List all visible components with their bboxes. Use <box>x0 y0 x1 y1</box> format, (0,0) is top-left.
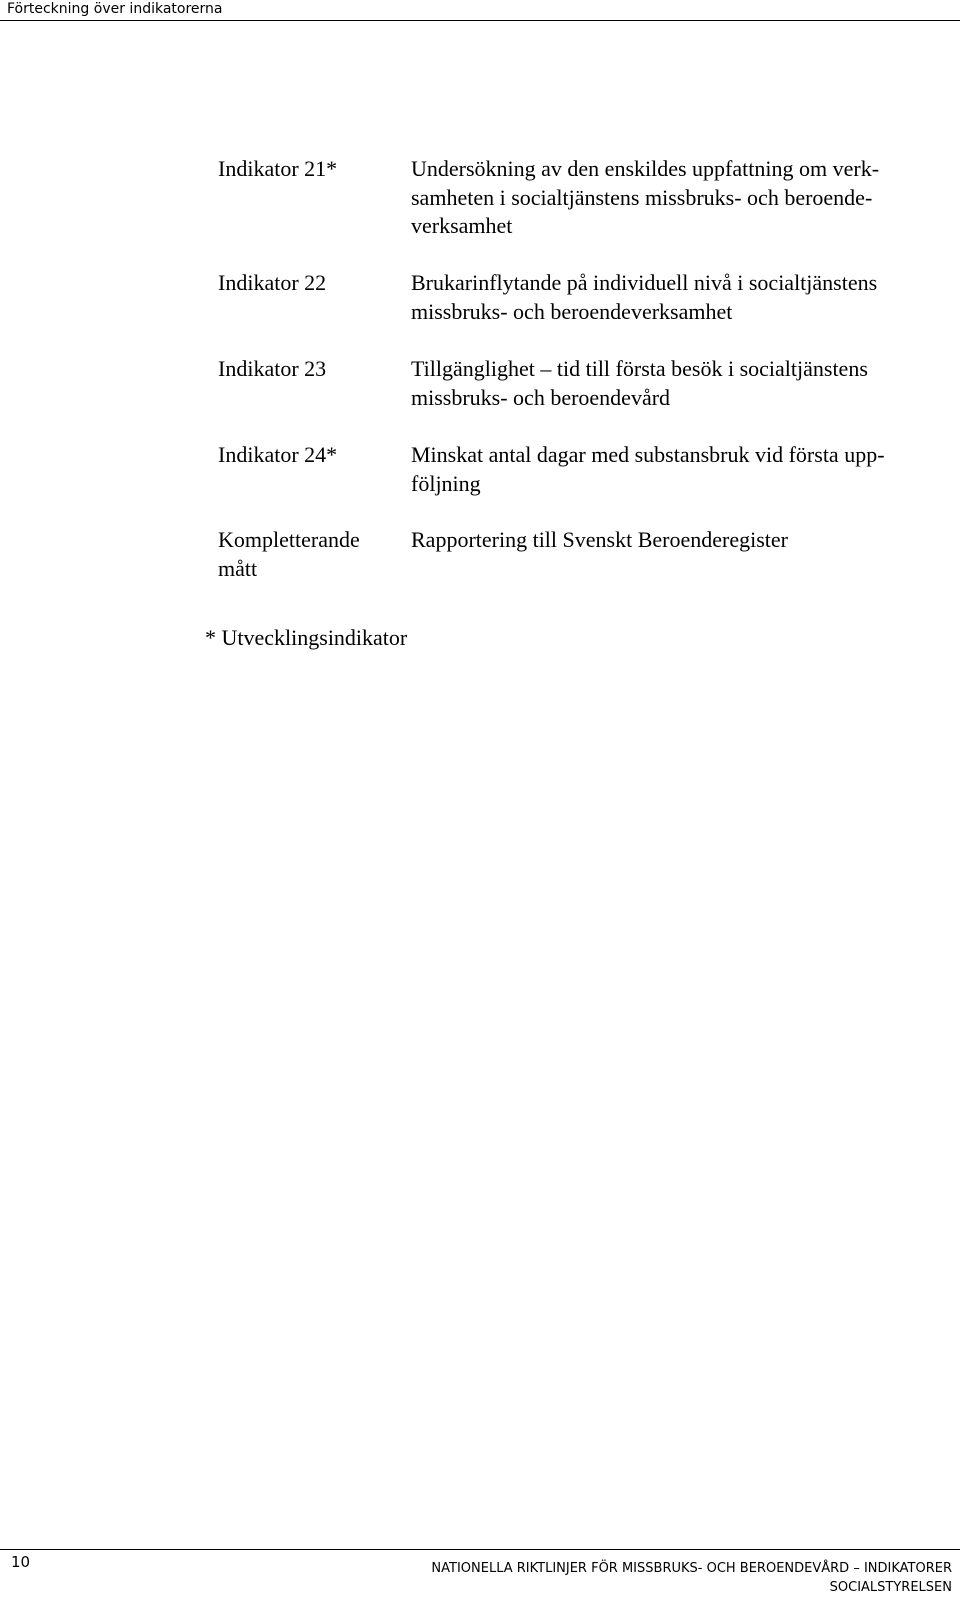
indicator-description <box>411 269 931 326</box>
label-line: Kompletterande <box>218 527 360 552</box>
description-line: Minskat antal dagar med substansbruk vid första upp- <box>411 442 885 467</box>
indicator-description <box>411 155 931 241</box>
indicator-description <box>411 441 931 498</box>
description-line: Brukarinflytande på individuell nivå i socialtjänstens <box>411 270 878 295</box>
header-rule <box>0 20 960 21</box>
indicator-label: Indikator 24* <box>218 442 338 467</box>
indicator-label: Indikator 21* <box>218 156 338 181</box>
description-line: samheten i socialtjänstens missbruks- och beroende- <box>411 184 873 210</box>
page-number: 10 <box>11 1553 31 1571</box>
description-line: verksamhet <box>411 213 513 238</box>
footnote: * Utvecklingsindikator <box>205 625 408 650</box>
footer-publisher: SOCIALSTYRELSEN <box>829 1580 952 1595</box>
description-line: missbruks- och beroendeverksamhet <box>411 298 733 324</box>
indicator-label: Indikator 23 <box>218 356 327 381</box>
description-line: Undersökning av den enskildes uppfattning om verk- <box>411 156 880 181</box>
description-line: Tillgänglighet – tid till första besök i socialtjänstens <box>411 356 868 381</box>
footer-title-line: NATIONELLA RIKTLINJER FÖR MISSBRUKS- OCH BEROENDEVÅRD – INDIKATORER <box>431 1561 952 1576</box>
indicator-description <box>411 526 931 555</box>
footer-title <box>431 1559 952 1597</box>
running-header-title: Förteckning över indikatorerna <box>7 1 223 17</box>
description-line: Rapportering till Svenskt Beroenderegister <box>411 527 788 552</box>
label-line: mått <box>218 555 258 581</box>
description-line: följning <box>411 470 481 496</box>
description-line: missbruks- och beroendevård <box>411 384 671 410</box>
footer-rule <box>0 1549 960 1550</box>
indicator-label <box>218 526 393 583</box>
indicator-description <box>411 355 931 412</box>
indicator-label: Indikator 22 <box>218 270 327 295</box>
